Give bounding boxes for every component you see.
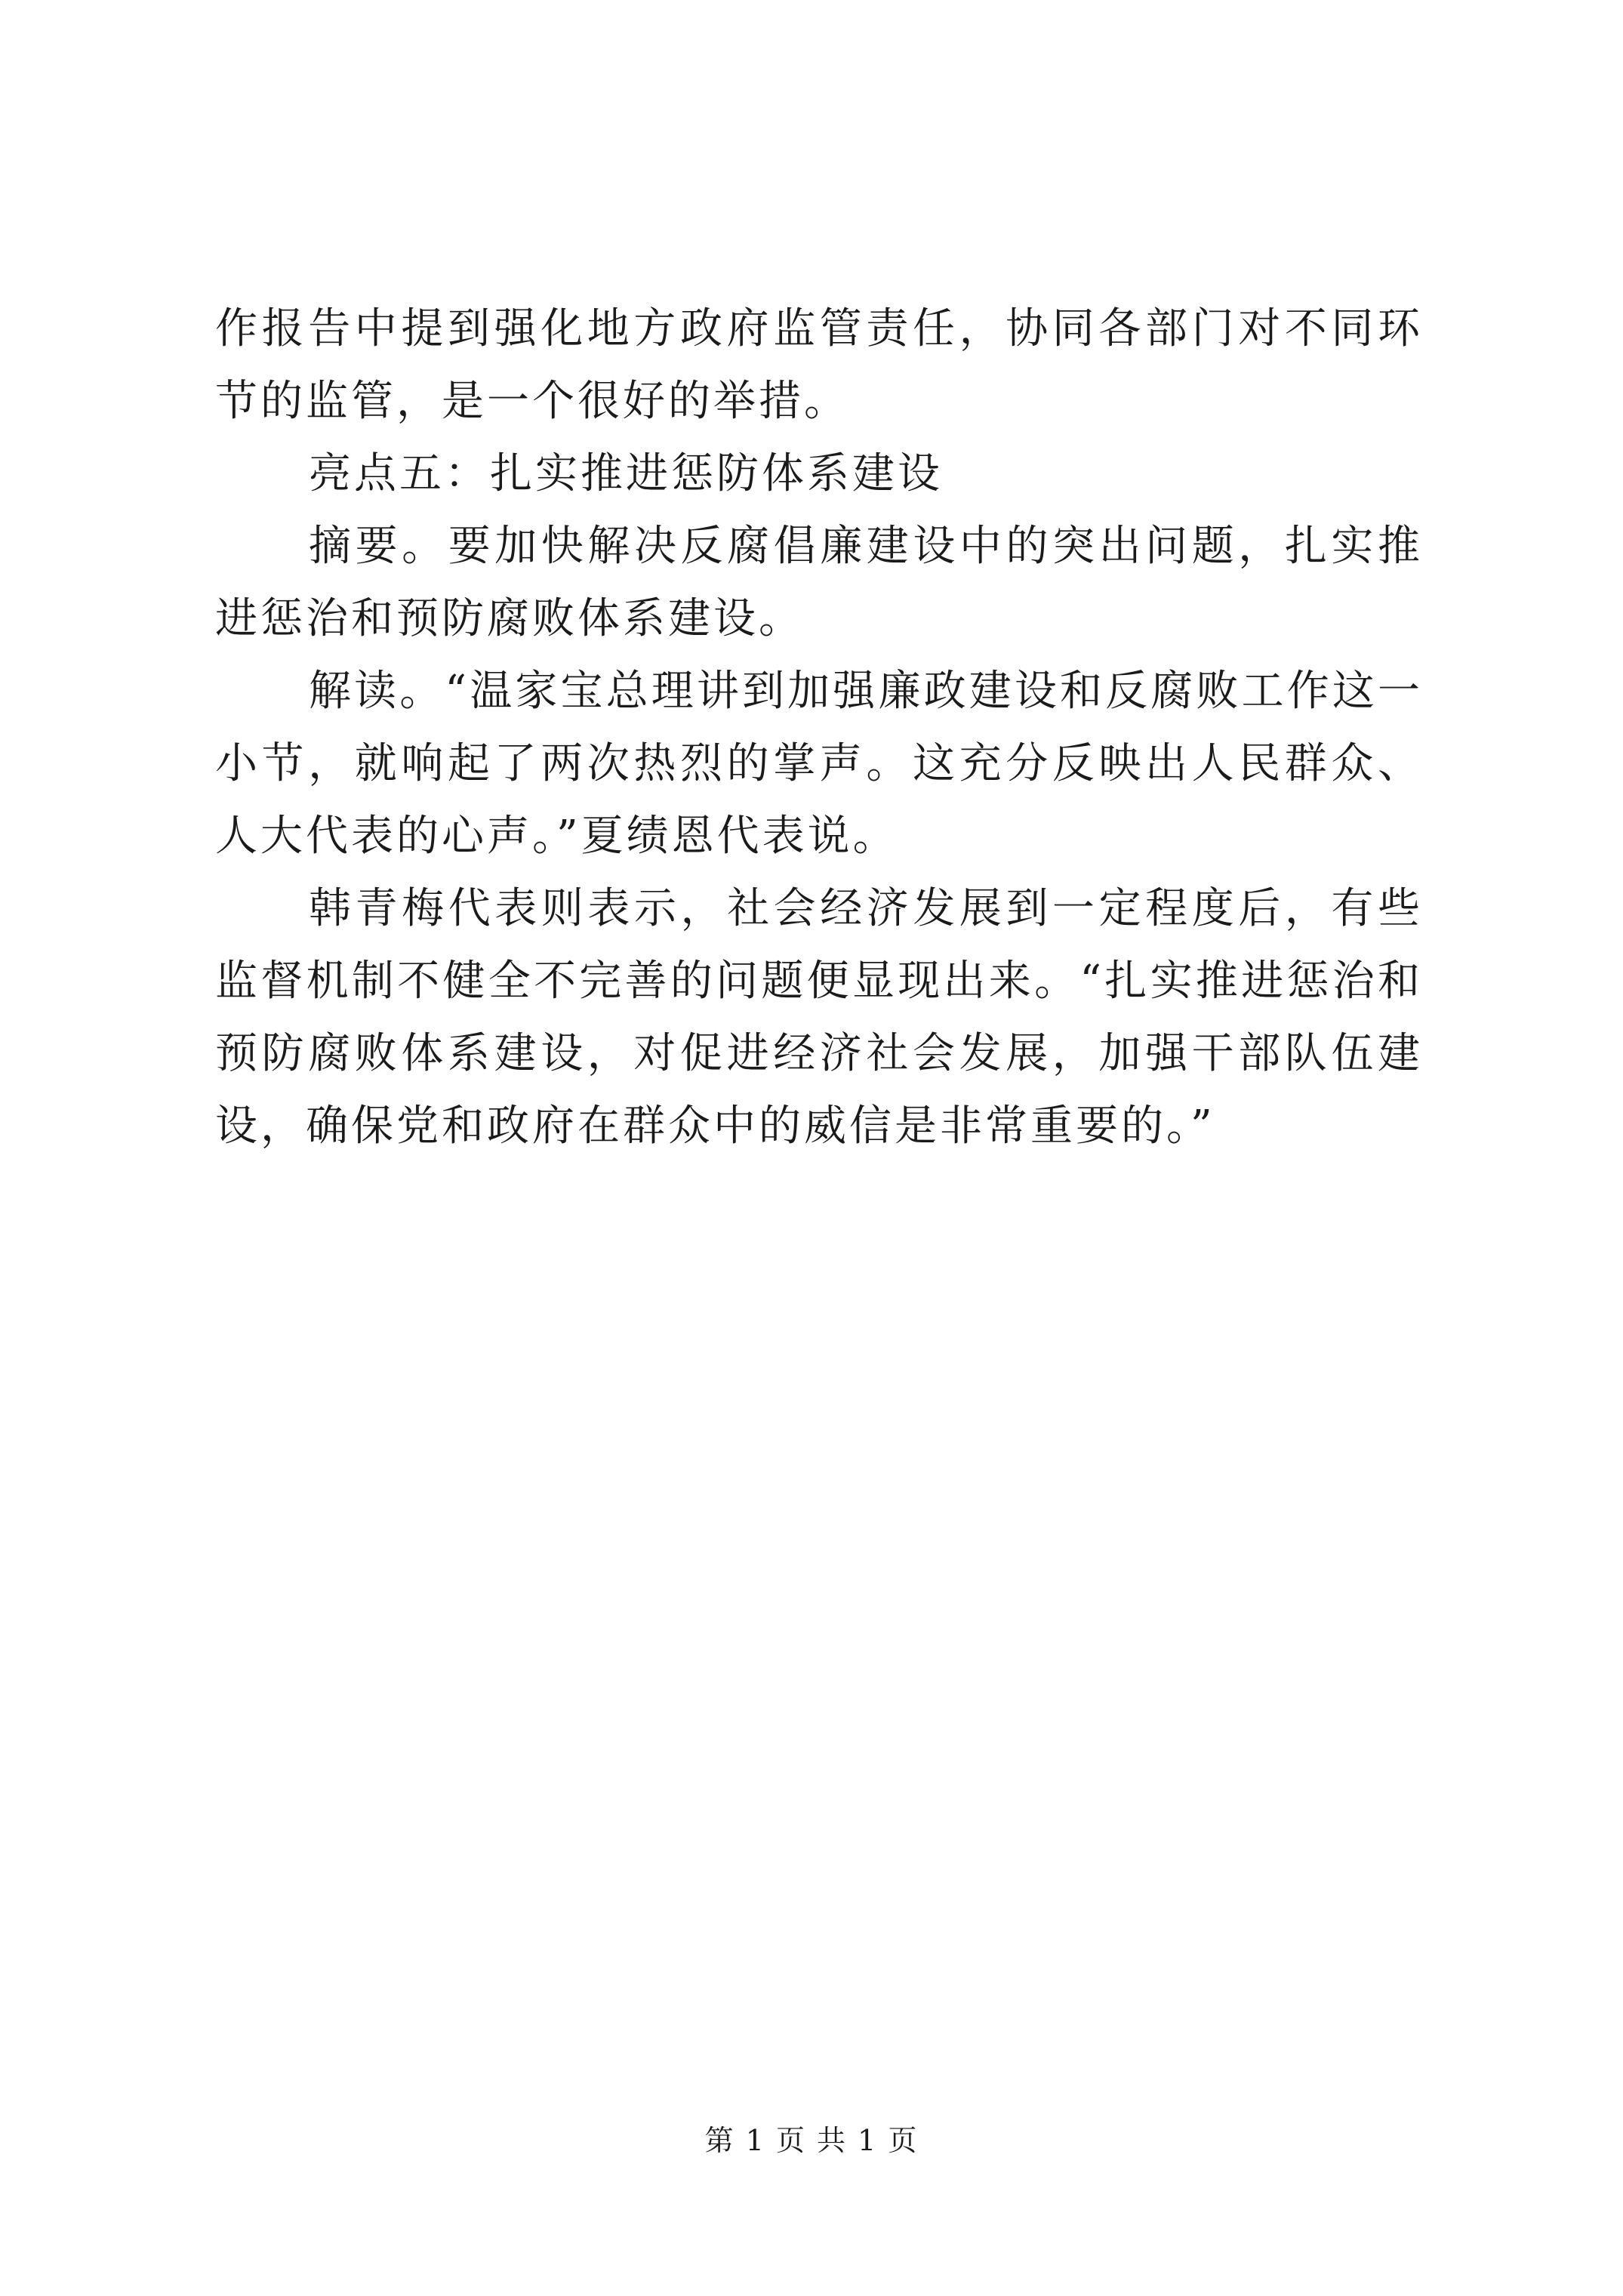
paragraph-interpretation: 解读。“温家宝总理讲到加强廉政建设和反腐败工作这一小节，就响起了两次热烈的掌声。这充分反映出人民群众、人大代表的心声。”夏绩恩代表说。 [215, 667, 1423, 861]
paragraph-continuation: 作报告中提到强化地方政府监管责任，协同各部门对不同环节的监管，是一个很好的举措。 [215, 304, 1423, 426]
section-heading-highlight-five: 亮点五：扎实推进惩防体系建设 [309, 449, 943, 498]
document-body [215, 293, 1423, 1163]
page-number-footer: 第 1 页 共 1 页 [704, 2124, 919, 2157]
paragraph-summary: 摘要。要加快解决反腐倡廉建设中的突出问题，扎实推进惩治和预防腐败体系建设。 [215, 522, 1423, 643]
paragraph-representative-statement: 韩青梅代表则表示，社会经济发展到一定程度后，有些监督机制不健全不完善的问题便显现出来。“扎实推进惩治和预防腐败体系建设，对促进经济社会发展，加强干部队伍建设，确保党和政府在群众中的威信是非常重要的。” [215, 884, 1423, 1151]
